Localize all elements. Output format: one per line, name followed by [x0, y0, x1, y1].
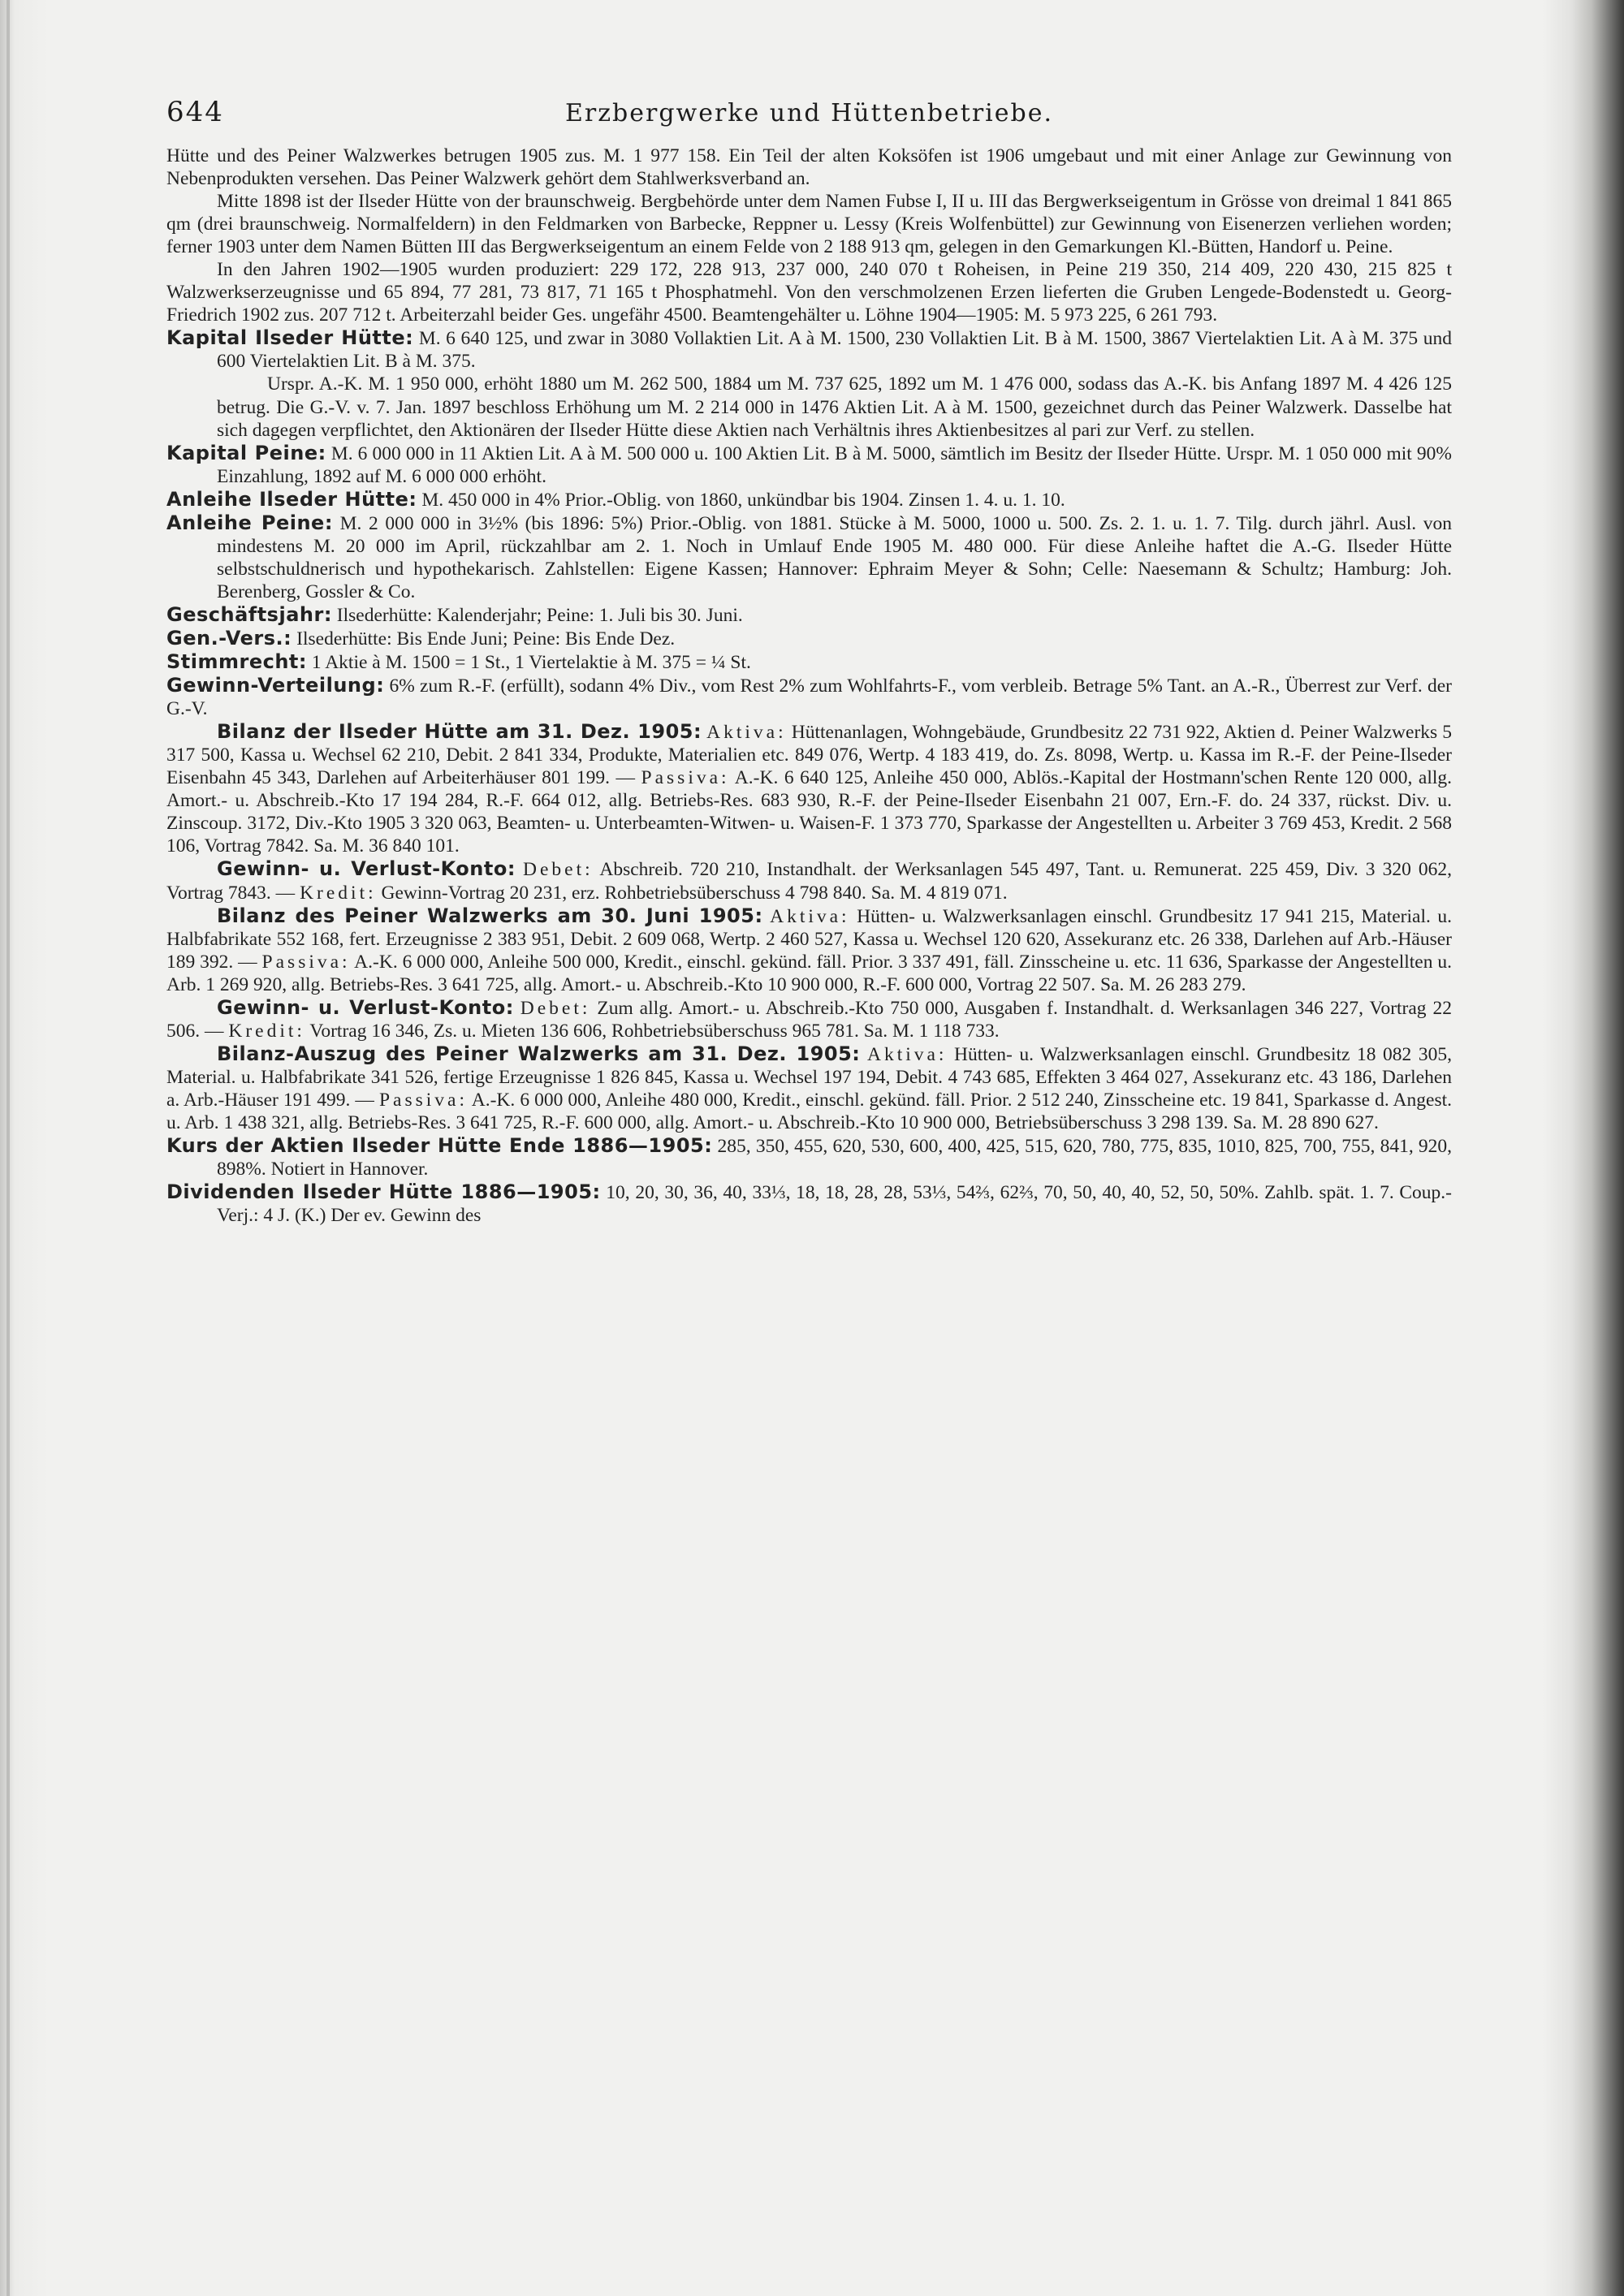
section-dividenden [166, 1180, 1452, 1227]
section-text: Gewinn-Vortrag 20 231, erz. Rohbetriebsüberschuss 4 798 840. Sa. M. 4 819 071. [381, 882, 1008, 904]
section-heading: Stimmrecht: [166, 650, 307, 674]
aktiva-label: Aktiva: [706, 722, 787, 744]
section-text: M. 6 640 125, und zwar in 3080 Vollaktien Lit. A à M. 1500, 230 Vollaktien Lit. B à M. 1500, 3867 Viertelaktien Lit. A à M. 375 und 600 Viertelaktien Lit. B à M. 375. [217, 328, 1453, 373]
section-text: Hüttenanlagen, Wohngebäude, Grundbesitz 22 731 922, Aktien d. Peiner Walzwerks 5 317 500, Kassa u. Wechsel 62 210, Debit. 2 841 334, Produkte, Materialien etc. 849 076, Wertp. 4 183 419, do. Zs. 8098, Wertp. u. Kassa im R.-F. der Peine-Ilseder Eisenbahn 45 343, Darlehen auf Arbeiterhäuser 801 199. — [166, 722, 1453, 789]
aktiva-label: Aktiva: [770, 905, 850, 927]
section-text: Zum allg. Amort.- u. Abschreib.-Kto 750 000, Ausgaben f. Instandhalt. d. Werksanlagen 346 227, Vortrag 22 506. — [166, 997, 1453, 1042]
binding-edge [6, 0, 10, 2296]
passiva-label: Passiva: [378, 1089, 468, 1111]
section-heading: Bilanz-Auszug des Peiner Walzwerks am 31. Dez. 1905: [217, 1042, 861, 1065]
section-text: A.-K. 6 640 125, Anleihe 450 000, Ablös.-Kapital der Hostmann'schen Rente 120 000, allg. Amort.- u. Abschreib.-Kto 17 194 284, R.-F. 664 012, allg. Betriebs-Res. 683 930, R.-F. der Peine-Ilseder Eisenbahn 21 007, Ern.-F. do. 24 337, rückst. Div. u. Zinscoup. 3172, Div.-Kto 1905 3 320 063, Beamten- u. Unterbeamten-Witwen- u. Waisen-F. 1 373 770, Sparkasse der Angestellten u. Arbeiter 3 769 453, Kredit. 2 568 106, Vortrag 7842. Sa. M. 36 840 101. [166, 767, 1453, 857]
section-text: Abschreib. 720 210, Instandhalt. der Werksanlagen 545 497, Tant. u. Remunerat. 225 459, Div. 3 320 062, Vortrag 7843. — [166, 859, 1452, 904]
section-bilanz-ilseder [166, 720, 1452, 857]
section-text: 1 Aktie à M. 1500 = 1 St., 1 Viertelaktie à M. 375 = ¼ St. [311, 652, 751, 674]
section-heading: Bilanz des Peiner Walzwerks am 30. Juni 1905: [217, 904, 763, 927]
content [166, 96, 1452, 1227]
section-geschaeftsjahr [166, 603, 1452, 627]
section-heading: Kapital Ilseder Hütte: [166, 326, 414, 350]
body-text [166, 145, 1452, 1227]
section-text: M. 450 000 in 4% Prior.-Oblig. von 1860, unkündbar bis 1904. Zinsen 1. 4. u. 1. 10. [421, 489, 1065, 511]
running-title: Erzbergwerke und Hüttenbetriebe. [564, 99, 1054, 127]
section-heading: Gen.-Vers.: [166, 626, 292, 650]
section-text: 6% zum R.-F. (erfüllt), sodann 4% Div., vom Rest 2% zum Wohlfahrts-F., vom verbleib. Betrage 5% Tant. an A.-R., Überrest zur Verf. der G.-V. [166, 675, 1452, 720]
passiva-label: Passiva: [261, 951, 351, 973]
page-header [166, 96, 1452, 145]
section-kurs [166, 1134, 1452, 1180]
section-gewinn-verteilung [166, 674, 1452, 720]
section-bilanz-auszug-peine [166, 1042, 1452, 1134]
section-heading: Gewinn-Verteilung: [166, 674, 385, 697]
section-text: 285, 350, 455, 620, 530, 600, 400, 425, 515, 620, 780, 775, 835, 1010, 825, 700, 755, 841, 920, 898%. Notiert in Hannover. [217, 1136, 1453, 1180]
aktiva-label: Aktiva: [866, 1043, 948, 1065]
section-guv-peine [166, 996, 1452, 1042]
section-heading: Kapital Peine: [166, 441, 326, 464]
section-heading: Geschäftsjahr: [166, 602, 332, 626]
section-heading: Kurs der Aktien Ilseder Hütte Ende 1886—1905: [166, 1134, 713, 1158]
section-heading: Bilanz der Ilseder Hütte am 31. Dez. 1905: [217, 720, 702, 744]
section-text: A.-K. 6 000 000, Anleihe 500 000, Kredit., einschl. gekünd. fäll. Prior. 3 337 491, fäll. Zinsscheine u. etc. 11 636, Sparkasse der Angestellten u. Arb. 1 269 920, allg. Betriebs-Res. 3 641 725, allg. Amort.- u. Abschreib.-Kto 10 900 000, R.-F. 600 000, Vortrag 22 507. Sa. M. 26 283 279. [166, 951, 1452, 995]
section-text: Hütten- u. Walzwerksanlagen einschl. Grundbesitz 18 082 305, Material. u. Halbfabrikate 341 526, fertige Erzeugnisse 1 826 845, Kassa u. Wechsel 197 194, Debit. 4 743 685, Effekten 3 464 027, Assekuranz etc. 43 186, Darlehen a. Arb.-Häuser 191 499. — [166, 1043, 1452, 1111]
section-anleihe-peine [166, 511, 1452, 603]
section-stimmrecht [166, 650, 1452, 674]
section-anleihe-ilseder [166, 488, 1452, 511]
section-heading: Gewinn- u. Verlust-Konto: [217, 995, 514, 1019]
section-kapital-ilseder [166, 326, 1452, 373]
section-heading: Gewinn- u. Verlust-Konto: [217, 857, 516, 881]
paragraph: Hütte und des Peiner Walzwerkes betrugen 1905 zus. M. 1 977 158. Ein Teil der alten Koksöfen ist 1906 umgebaut und mit einer Anlage zur Gewinnung von Nebenprodukten versehen. Das Peiner Walzwerk gehört dem Stahlwerksverband an. [166, 145, 1452, 190]
paragraph: In den Jahren 1902—1905 wurden produziert: 229 172, 228 913, 237 000, 240 070 t Roheisen, in Peine 219 350, 214 409, 220 430, 215 825 t Walzwerkserzeugnisse und 65 894, 77 281, 73 817, 71 165 t Phosphatmehl. Von den verschmolzenen Erzen lieferten die Gruben Lengede-Bodenstedt u. Georg-Friedrich 1902 zus. 207 712 t. Arbeiterzahl beider Ges. ungefähr 4500. Beamtengehälter u. Löhne 1904—1905: M. 5 973 225, 6 261 793. [166, 259, 1452, 326]
kredit-label: Kredit: [228, 1020, 305, 1042]
section-text: M. 2 000 000 in 3½% (bis 1896: 5%) Prior.-Oblig. von 1881. Stücke à M. 5000, 1000 u. 500. Zs. 2. 1. u. 1. 7. Tilg. durch jährl. Ausl. von mindestens M. 20 000 im April, rückzahlbar am 2. 1. Noch in Umlauf Ende 1905 M. 480 000. Für diese Anleihe haftet die A.-G. Ilseder Hütte selbstschuldnerisch und hypothekarisch. Zahlstellen: Eigene Kassen; Hannover: Ephraim Meyer & Sohn; Celle: Naesemann & Schultz; Hamburg: Joh. Berenberg, Gossler & Co. [217, 512, 1452, 602]
section-bilanz-peine [166, 904, 1452, 996]
section-text: Hütten- u. Walzwerksanlagen einschl. Grundbesitz 17 941 215, Material. u. Halbfabrikate 552 168, fert. Erzeugnisse 2 383 951, Debit. 2 609 068, Wertp. 2 460 527, Kassa u. Wechsel 120 620, Assekuranz etc. 26 338, Darlehen auf Arb.-Häuser 189 392. — [166, 905, 1453, 973]
passiva-label: Passiva: [641, 767, 730, 789]
page-number: 644 [166, 96, 224, 128]
section-heading: Dividenden Ilseder Hütte 1886—1905: [166, 1180, 601, 1204]
paragraph: Urspr. A.-K. M. 1 950 000, erhöht 1880 um M. 262 500, 1884 um M. 737 625, 1892 um M. 1 476 000, sodass das A.-K. bis Anfang 1897 M. 4 426 125 betrug. Die G.-V. v. 7. Jan. 1897 beschloss Erhöhung um M. 2 214 000 in 1476 Aktien Lit. A à M. 1500, gezeichnet durch das Peiner Walzwerk. Dasselbe hat sich dagegen verpflichtet, den Aktionären der Ilseder Hütte diese Aktien nach Verhältnis ihres Aktienbesitzes al pari zur Verf. zu stellen. [217, 373, 1452, 441]
section-text: A.-K. 6 000 000, Anleihe 480 000, Kredit., einschl. gekünd. fäll. Prior. 2 512 240, Zinsscheine etc. 19 841, Sparkasse d. Angest. u. Arb. 1 438 321, allg. Betriebs-Res. 3 641 725, R.-F. 600 000, allg. Amort.- u. Abschreib.-Kto 10 900 000, Betriebsüberschuss 3 298 139. Sa. M. 28 890 627. [166, 1089, 1452, 1133]
section-text: Ilsederhütte: Bis Ende Juni; Peine: Bis Ende Dez. [296, 628, 676, 650]
kredit-label: Kredit: [300, 882, 377, 904]
debet-label: Debet: [520, 997, 591, 1019]
section-guv-ilseder [166, 857, 1452, 904]
section-heading: Anleihe Peine: [166, 511, 333, 534]
section-text: Ilsederhütte: Kalenderjahr; Peine: 1. Juli bis 30. Juni. [336, 604, 743, 626]
debet-label: Debet: [522, 859, 594, 881]
section-kapital-peine [166, 442, 1452, 488]
paragraph: Mitte 1898 ist der Ilseder Hütte von der braunschweig. Bergbehörde unter dem Namen Fubse I, II u. III das Bergwerkseigentum in Grösse von dreimal 1 841 865 qm (drei braunschweig. Normalfeldern) in den Feldmarken von Barbecke, Reppner u. Lessy (Kreis Wolfenbüttel) zur Gewinnung von Eisenerzen verliehen worden; ferner 1903 unter dem Namen Bütten III das Bergwerkseigentum an einem Felde von 2 188 913 qm, gelegen in den Gemarkungen Kl.-Bütten, Handorf u. Peine. [166, 191, 1452, 258]
section-heading: Anleihe Ilseder Hütte: [166, 487, 417, 511]
section-gen-vers [166, 627, 1452, 650]
section-text: M. 6 000 000 in 11 Aktien Lit. A à M. 500 000 u. 100 Aktien Lit. B à M. 5000, sämtlich im Besitz der Ilseder Hütte. Urspr. M. 1 050 000 mit 90% Einzahlung, 1892 auf M. 6 000 000 erhöht. [217, 442, 1452, 487]
section-text: 10, 20, 30, 36, 40, 33⅓, 18, 18, 28, 28, 53⅓, 54⅔, 62⅔, 70, 50, 40, 40, 52, 50, 50%. Zahlb. spät. 1. 7. Coup.-Verj.: 4 J. (K.) Der ev. Gewinn des [217, 1182, 1452, 1227]
section-text: Vortrag 16 346, Zs. u. Mieten 136 606, Rohbetriebsüberschuss 965 781. Sa. M. 1 118 733. [309, 1020, 1000, 1042]
